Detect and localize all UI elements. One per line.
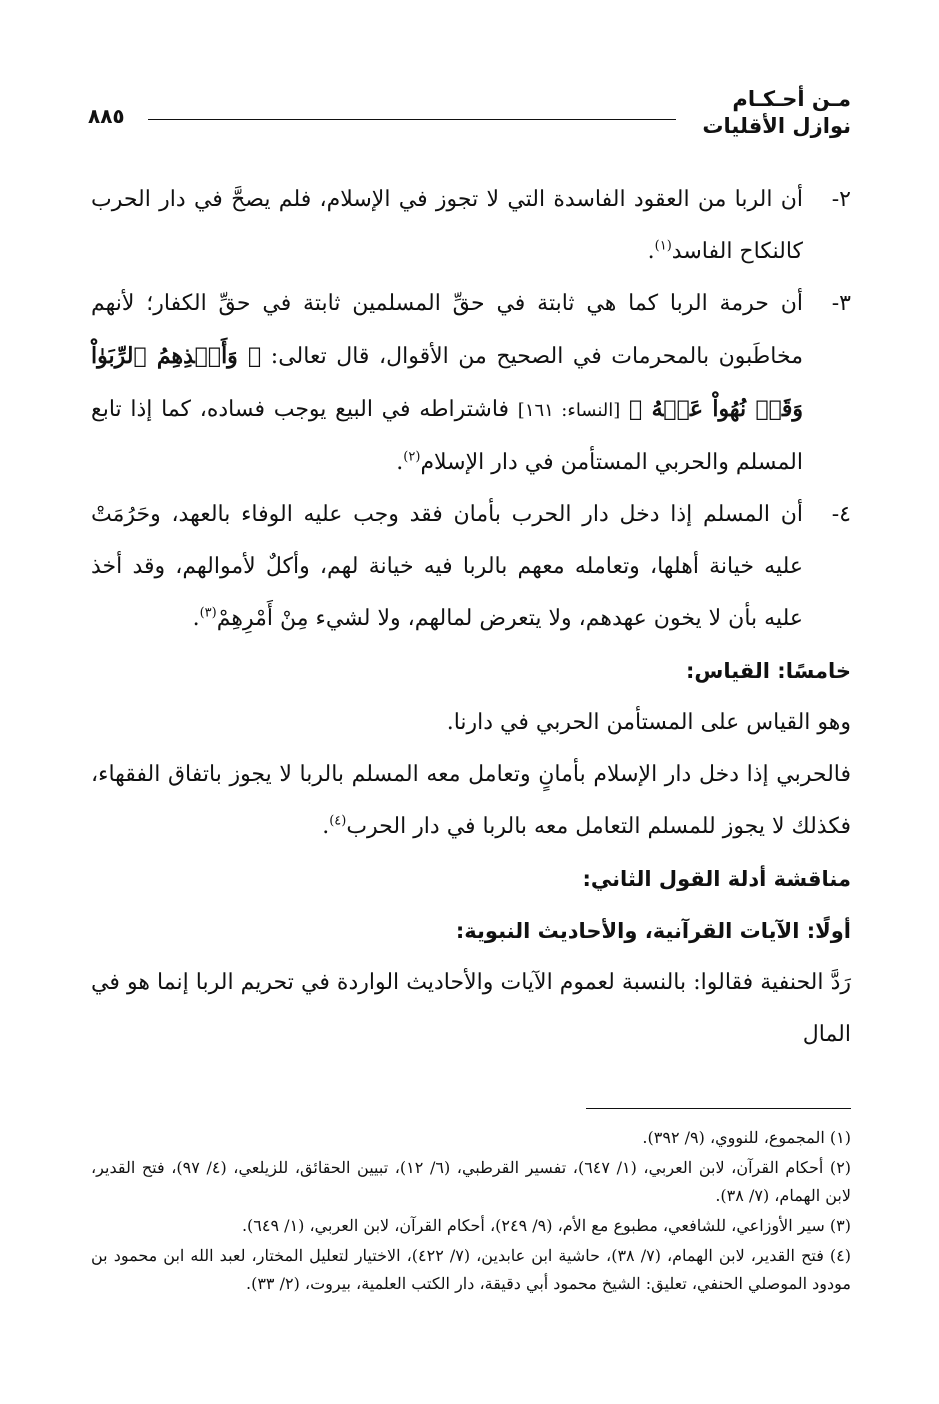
paragraph-text: فالحربي إذا دخل دار الإسلام بأمانٍ وتعامل معه المسلم بالربا لا يجوز باتفاق الفقهاء، فكذلك لا يجوز للمسلم التعامل معه بالربا في دار الحرب (91, 762, 851, 839)
main-text (91, 174, 851, 1061)
footnote: (٤) فتح القدير، لابن الهمام، (٧/ ٣٨)، حاشية ابن عابدين، (٧/ ٤٢٢)، الاختيار لتعليل المختار، لعبد الله ابن محمود بن مودود الموصلي الحنفي، تعليق: الشيخ محمود أبي دقيقة، دار الكتب العلمية، بيروت، (٢/ ٣٣). (91, 1246, 852, 1293)
paragraph: وهو القياس على المستأمن الحربي في دارنا. (446, 710, 851, 735)
subsection-heading-first: أولًا: الآيات القرآنية، والأحاديث النبوية: (455, 919, 851, 943)
list-text-content: أن الربا من العقود الفاسدة التي لا تجوز في الإسلام، فلم يصحَّ في دار الحرب كالنكاح الفاسد (91, 187, 803, 264)
footnote: (١) المجموع، للنووي، (٩/ ٣٩٢). (642, 1128, 851, 1147)
header-rule (148, 119, 676, 120)
sentence-end: . (396, 450, 404, 475)
list-number: ٣- (831, 291, 851, 316)
sentence-end: . (192, 606, 200, 631)
list-text-continued: فاشتراطه في البيع يوجب فساده، كما إذا تابع المسلم والحربي المستأمن في دار الإسلام (91, 397, 803, 475)
list-number: ٢- (831, 187, 851, 212)
list-text-content: أن المسلم إذا دخل دار الحرب بأمان فقد وجب عليه الوفاء بالعهد، وحَرُمَتْ عليه خيانة أهلها، وتعامله معهم بالربا فيه خيانة لهم، وأكلٌ لأموالهم، وقد أخذ عليه بأن لا يخون عهدهم، ولا يتعرض لمالهم، ولا لشيء مِنْ أَمْرِهِمْ (91, 502, 803, 631)
page-number: ٨٨٥ (88, 104, 125, 128)
sentence-end: . (647, 239, 655, 264)
footnote-ref[interactable]: (٣) (199, 605, 217, 621)
list-text (91, 174, 803, 278)
footnote-ref[interactable]: (١) (654, 238, 672, 254)
quran-verse: ﴿ وَأَخۡذِهِمُ ٱلرِّبَوٰاْ وَقَدۡ نُهُواْ عَنۡهُ ﴾ (91, 343, 803, 422)
list-item-2 (91, 174, 851, 278)
footnote: (٢) أحكام القرآن، لابن العربي، (١/ ٦٤٧)، تفسير القرطبي، (٦/ ١٢)، تبيين الحقائق، للزيلعي، (٤/ ٩٧)، فتح القدير، لابن الهمام، (٧/ ٣٨). (91, 1158, 852, 1205)
section-heading-fifth: خامسًا: القياس: (685, 659, 851, 683)
running-head (702, 86, 851, 140)
book-title-line1: مـن أحـكـام (732, 87, 851, 111)
list-text (91, 278, 803, 489)
verse-citation: [النساء: ١٦١] (517, 400, 621, 421)
list-text-content: أن حرمة الربا كما هي ثابتة في حقِّ المسلمين ثابتة في حقِّ الكفار؛ لأنهم مخاطَبون بالمحرمات في الصحيح من الأقوال، قال تعالى: (91, 291, 803, 369)
section-heading-discussion: مناقشة أدلة القول الثاني: (582, 867, 851, 891)
paragraph (91, 749, 851, 853)
list-item-3 (91, 278, 851, 489)
footnote-separator (586, 1108, 851, 1109)
list-number: ٤- (831, 502, 851, 527)
book-title-line2: نوازل الأقليات (702, 114, 851, 138)
footnote-ref[interactable]: (٤) (329, 813, 347, 829)
sentence-end: . (322, 814, 330, 839)
paragraph: رَدَّ الحنفية فقالوا: بالنسبة لعموم الآيات والأحاديث الواردة في تحريم الربا إنما هو في المال (91, 970, 851, 1047)
footnotes (91, 1124, 851, 1300)
footnote: (٣) سير الأوزاعي، للشافعي، مطبوع مع الأم، (٩/ ٢٤٩)، أحكام القرآن، لابن العربي، (١/ ٦٤٩). (241, 1216, 851, 1235)
footnote-ref[interactable]: (٢) (403, 449, 421, 465)
list-item-4 (91, 489, 851, 645)
list-text (91, 489, 803, 645)
